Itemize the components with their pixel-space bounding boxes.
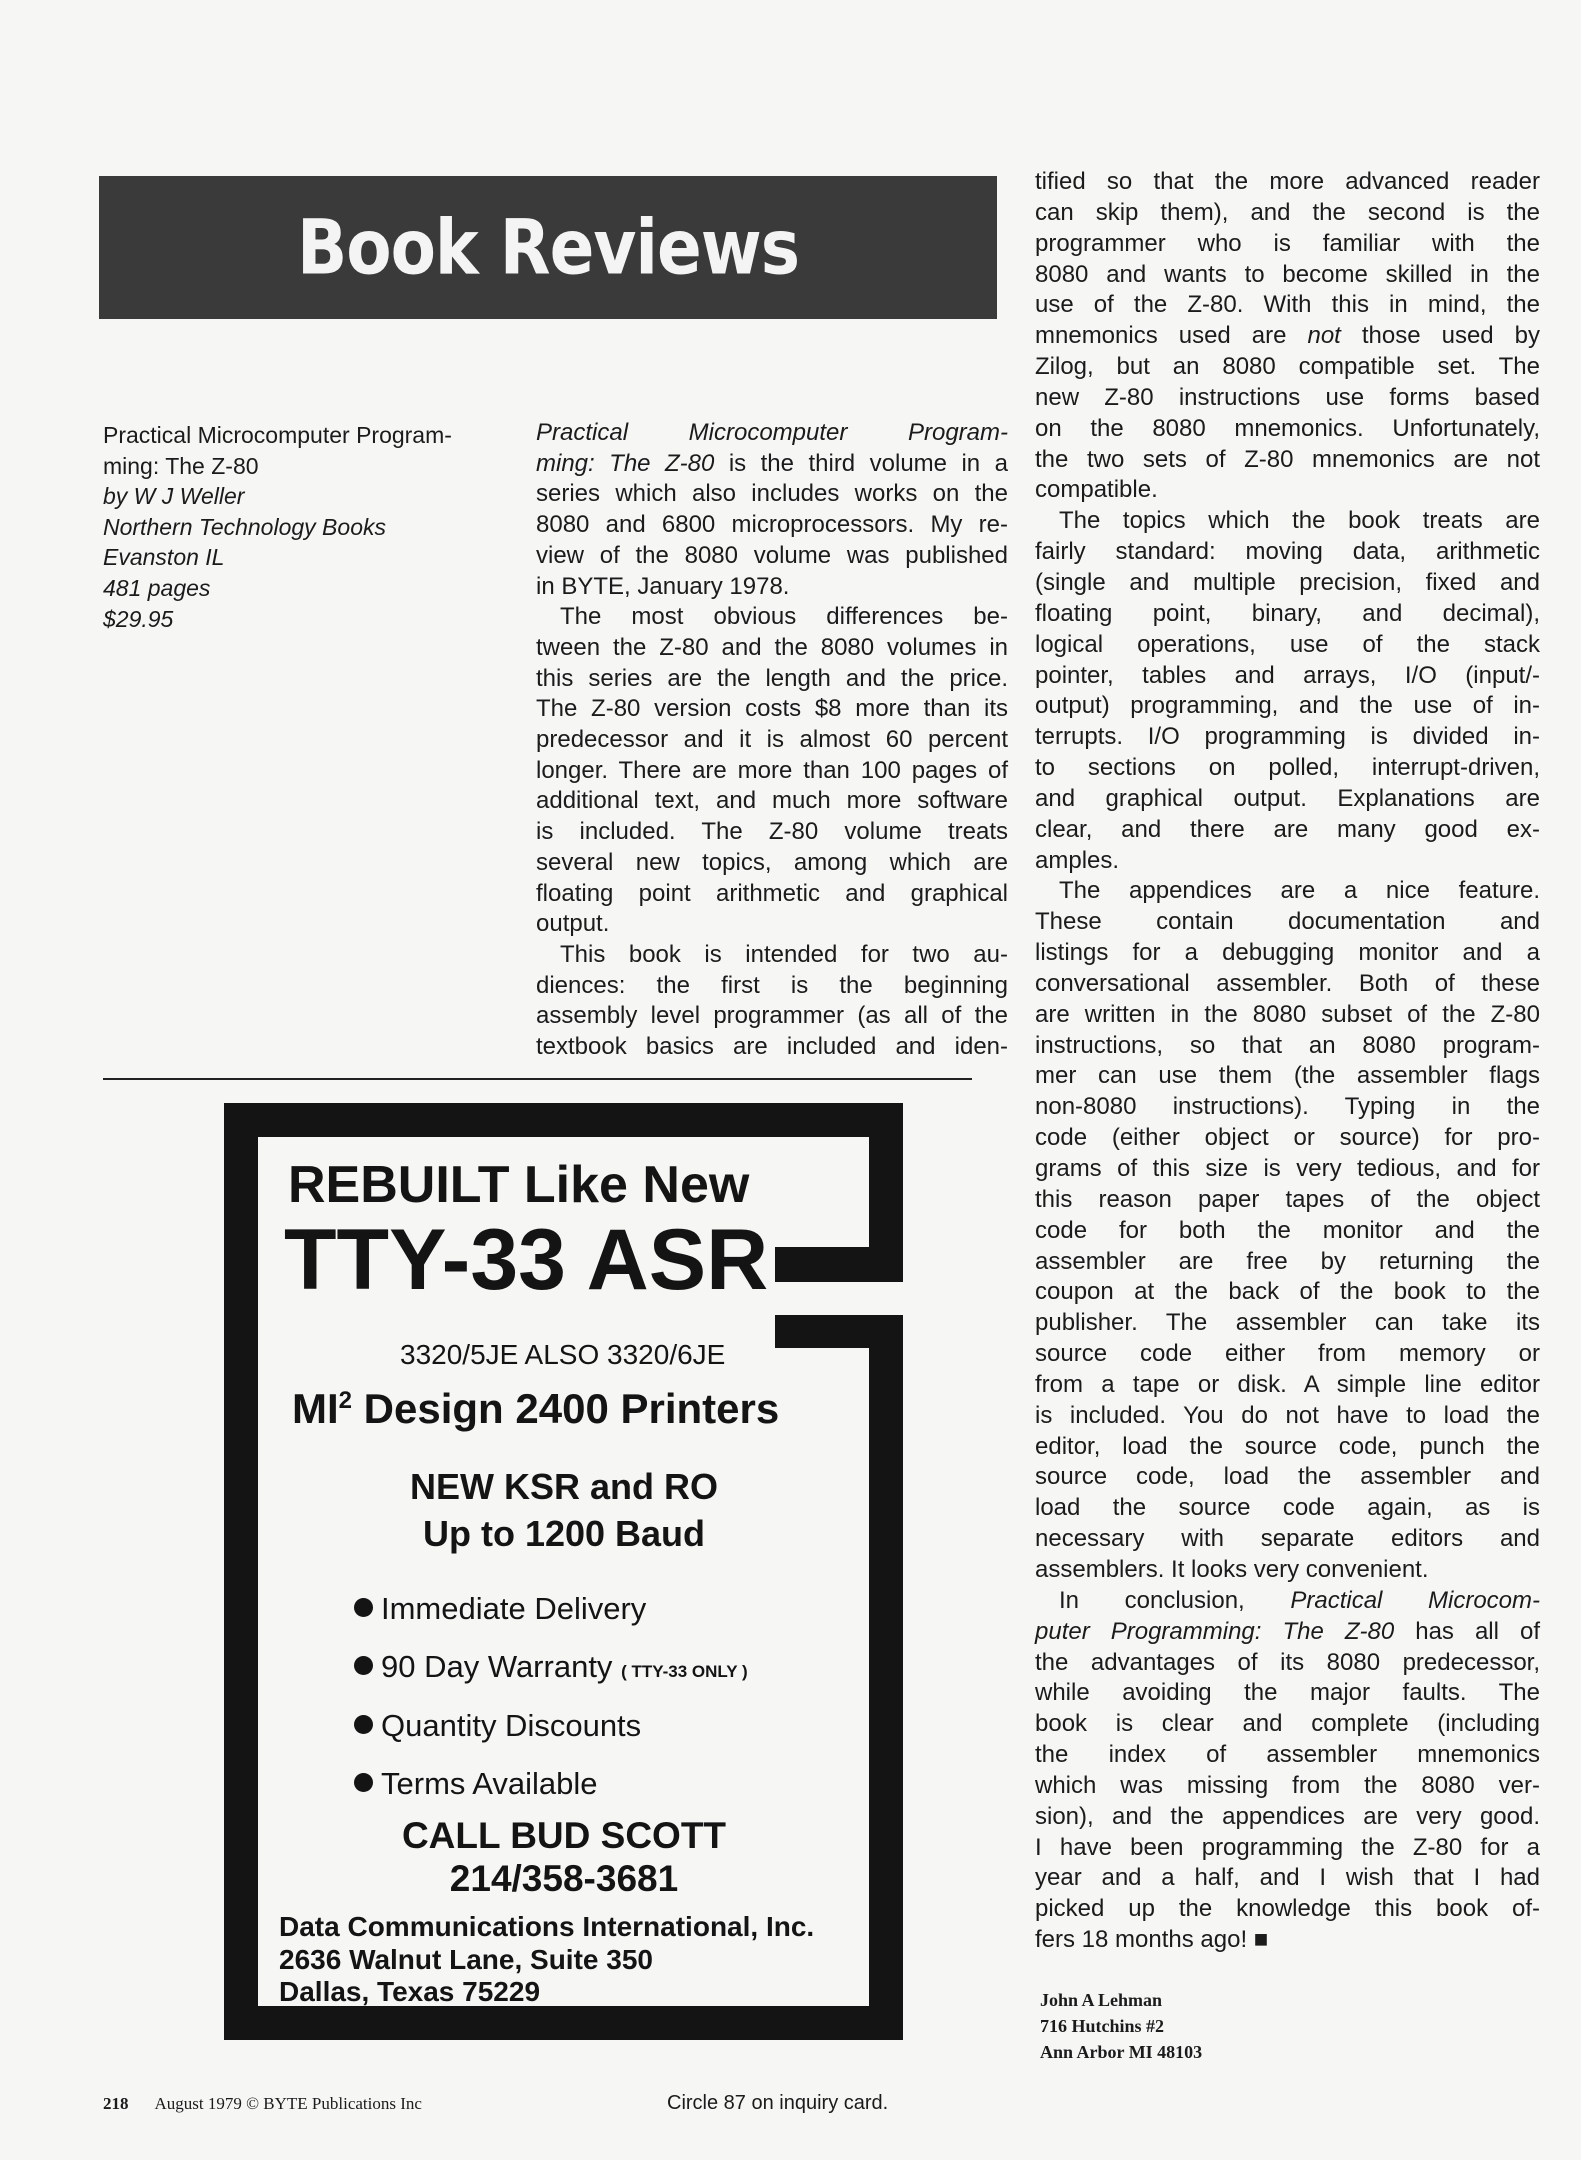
text-line: In conclusion, Practical Microcom- xyxy=(1059,1586,1540,1614)
text-line: compatible. xyxy=(1035,476,1158,504)
text-line: grams of this size is very tedious, and for xyxy=(1035,1155,1540,1182)
text-line: programmer who is familiar with the xyxy=(1035,229,1540,257)
warranty-note: ( TTY-33 ONLY ) xyxy=(621,1662,748,1681)
text-line: pointer, tables and arrays, I/O (input/- xyxy=(1035,661,1540,689)
text-line: and graphical output. Explanations are xyxy=(1035,784,1540,812)
text-line: predecessor and it is almost 60 percent xyxy=(536,726,1008,754)
text-line: instructions, so that an 8080 program- xyxy=(1035,1031,1540,1059)
text-line: additional text, and much more software xyxy=(536,787,1008,815)
text-line: The Z-80 version costs $8 more than its xyxy=(536,695,1008,723)
review-column-right xyxy=(1035,167,1540,1956)
text-line: to sections on polled, interrupt-driven, xyxy=(1035,754,1540,782)
text-line: listings for a debugging monitor and a xyxy=(1035,939,1540,967)
ad-city: Dallas, Texas 75229 xyxy=(279,1976,541,2007)
text-line: non-8080 instructions). Typing in the xyxy=(1035,1093,1540,1121)
text-line: series which also includes works on the xyxy=(536,480,1008,508)
text-line: view of the 8080 volume was published xyxy=(536,541,1008,569)
text-line: The appendices are a nice feature. xyxy=(1059,877,1540,905)
text-line: year and a half, and I wish that I had xyxy=(1035,1864,1540,1892)
text-line: The most obvious differences be- xyxy=(560,603,1008,631)
publication-line: August 1979 © BYTE Publications Inc xyxy=(154,2094,422,2113)
text-line: 8080 and 6800 microprocessors. My re- xyxy=(536,511,1008,539)
text-line: code (either object or source) for pro- xyxy=(1035,1124,1540,1152)
book-pages: 481 pages xyxy=(103,574,211,601)
text-line: (single and multiple precision, fixed and xyxy=(1035,568,1540,596)
text-line: can skip them), and the second is the xyxy=(1035,198,1540,226)
book-price: $29.95 xyxy=(103,605,174,632)
text-line: publisher. The assembler can take its xyxy=(1035,1309,1540,1337)
ad-printers: $MI^2$ Design 2400 Printers xyxy=(292,1385,780,1432)
reviewer-signature xyxy=(1040,1987,1202,2065)
book-info xyxy=(103,420,483,634)
review-column-middle xyxy=(536,418,1008,1063)
text-line: editor, load the source code, punch the xyxy=(1035,1432,1540,1460)
ad-headline: REBUILT Like New xyxy=(288,1156,750,1214)
text-line: the advantages of its 8080 predecessor, xyxy=(1035,1648,1540,1676)
advertisement xyxy=(224,1103,904,2040)
text-line: textbook basics are included and iden- xyxy=(536,1033,1008,1061)
bullet-icon xyxy=(354,1715,373,1734)
text-line: several new topics, among which are xyxy=(536,848,1008,876)
text-line: output. xyxy=(536,910,610,938)
text-line: source code, load the assembler and xyxy=(1035,1463,1540,1491)
bullet-icon xyxy=(354,1656,373,1675)
ad-new-line2: Up to 1200 Baud xyxy=(422,1513,706,1554)
text-line: diences: the first is the beginning xyxy=(536,971,1008,999)
text-line: while avoiding the major faults. The xyxy=(1035,1679,1540,1707)
text-line: is included. The Z-80 volume treats xyxy=(536,818,1008,846)
text-line: fairly standard: moving data, arithmetic xyxy=(1035,538,1540,566)
ad-bullet: 90 Day Warranty ( TTY-33 ONLY ) xyxy=(354,1649,748,1685)
reviewer-name: John A Lehman xyxy=(1040,1990,1163,2010)
book-title-line2: ming: The Z-80 xyxy=(103,452,259,479)
text-line: floating point arithmetic and graphical xyxy=(536,879,1008,907)
page-number: 218 xyxy=(103,2094,129,2113)
ad-new-line1: NEW KSR and RO xyxy=(409,1466,718,1507)
text-line: tified so that the more advanced reader xyxy=(1035,168,1540,195)
text-line: conversational assembler. Both of these xyxy=(1035,969,1540,997)
text-line: the two sets of Z-80 mnemonics are not xyxy=(1035,445,1540,473)
inquiry-note: Circle 87 on inquiry card. xyxy=(667,2092,889,2114)
book-publisher: Northern Technology Books xyxy=(103,513,386,540)
text-line: The topics which the book treats are xyxy=(1059,507,1540,535)
text-line: code for both the monitor and the xyxy=(1035,1216,1540,1244)
text-line: assembly level programmer (as all of the xyxy=(536,1002,1008,1030)
text-line: Practical Microcomputer Program- xyxy=(536,419,1008,446)
reviewer-street: 716 Hutchins #2 xyxy=(1040,2016,1165,2036)
text-line: this reason paper tapes of the object xyxy=(1035,1185,1540,1213)
book-title-line1: Practical Microcomputer Program- xyxy=(103,422,452,448)
text-line: mer can use them (the assembler flags xyxy=(1035,1062,1540,1090)
text-line: is included. You do not have to load the xyxy=(1035,1401,1540,1429)
text-line: clear, and there are many good ex- xyxy=(1035,815,1540,843)
text-line: tween the Z-80 and the 8080 volumes in xyxy=(536,633,1008,661)
text-line: 8080 and wants to become skilled in the xyxy=(1035,260,1540,288)
text-line: are written in the 8080 subset of the Z-80 xyxy=(1035,1000,1540,1028)
text-line: puter Programming: The Z-80 has all of xyxy=(1035,1617,1541,1645)
text-line: ming: The Z-80 is the third volume in a xyxy=(536,449,1008,477)
text-line: fers 18 months ago! ■ xyxy=(1035,1926,1269,1954)
text-line: which was missing from the 8080 ver- xyxy=(1035,1771,1540,1799)
text-line: output) programming, and the use of in- xyxy=(1035,692,1540,720)
ad-bullet: Quantity Discounts xyxy=(354,1708,641,1744)
text-line: These contain documentation and xyxy=(1035,908,1540,936)
ad-product: TTY-33 ASR xyxy=(284,1212,769,1308)
ad-company: Data Communications International, Inc. xyxy=(279,1911,815,1942)
text-line: in BYTE, January 1978. xyxy=(536,572,790,600)
text-line: floating point, binary, and decimal), xyxy=(1035,599,1540,627)
ad-models: 3320/5JE ALSO 3320/6JE xyxy=(400,1339,726,1370)
ad-bullet: Immediate Delivery xyxy=(354,1591,646,1627)
text-line: I have been programming the Z-80 for a xyxy=(1035,1833,1540,1861)
text-line: picked up the knowledge this book of- xyxy=(1035,1895,1540,1923)
text-line: mnemonics used are not those used by xyxy=(1035,322,1540,350)
ad-bullet: Terms Available xyxy=(354,1766,598,1802)
text-line: this series are the length and the price. xyxy=(536,664,1008,692)
text-line: load the source code again, as is xyxy=(1035,1494,1540,1522)
section-title: Book Reviews xyxy=(296,203,800,292)
section-banner xyxy=(99,176,997,319)
text-line: logical operations, use of the stack xyxy=(1035,630,1540,658)
text-line: sion), and the appendices are very good. xyxy=(1035,1802,1540,1830)
text-line: necessary with separate editors and xyxy=(1035,1525,1540,1553)
text-line: new Z-80 instructions use forms based xyxy=(1035,383,1540,411)
text-line: use of the Z-80. With this in mind, the xyxy=(1035,291,1540,319)
text-line: source code either from memory or xyxy=(1035,1340,1540,1368)
text-line: coupon at the back of the book to the xyxy=(1035,1278,1540,1306)
book-author: by W J Weller xyxy=(103,483,245,510)
book-location: Evanston IL xyxy=(103,544,225,571)
text-line: terrupts. I/O programming is divided in- xyxy=(1035,723,1540,751)
reviewer-city: Ann Arbor MI 48103 xyxy=(1040,2042,1203,2062)
divider-rule xyxy=(103,1078,972,1080)
ad-call: CALL BUD SCOTT xyxy=(401,1815,727,1856)
ad-address: 2636 Walnut Lane, Suite 350 xyxy=(279,1944,653,1975)
bullet-icon xyxy=(354,1773,373,1792)
text-line: the index of assembler mnemonics xyxy=(1035,1741,1540,1769)
text-line: assembler are free by returning the xyxy=(1035,1247,1540,1275)
text-line: amples. xyxy=(1035,846,1120,874)
text-line: This book is intended for two au- xyxy=(560,940,1008,968)
text-line: assemblers. It looks very convenient. xyxy=(1035,1555,1429,1583)
ad-phone: 214/358-3681 xyxy=(449,1858,679,1899)
text-line: on the 8080 mnemonics. Unfortunately, xyxy=(1035,414,1540,442)
bullet-icon xyxy=(354,1598,373,1617)
text-line: from a tape or disk. A simple line editor xyxy=(1035,1370,1540,1398)
page-footer xyxy=(103,2094,422,2114)
text-line: Zilog, but an 8080 compatible set. The xyxy=(1035,353,1540,381)
text-line: longer. There are more than 100 pages of xyxy=(536,756,1008,784)
text-line: book is clear and complete (including xyxy=(1035,1710,1540,1738)
